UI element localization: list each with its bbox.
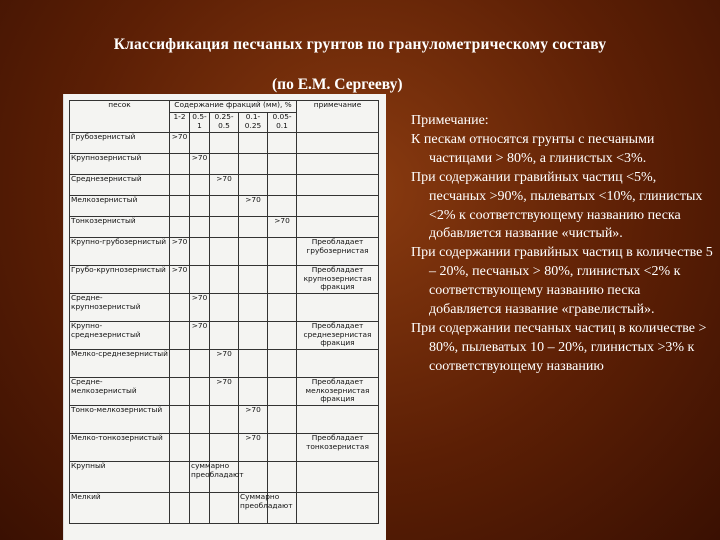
table-row [70, 378, 379, 406]
sand-type-cell: Крупно-грубозернистый [70, 238, 170, 266]
fraction-value-cell [268, 378, 297, 406]
fraction-header: 0.25-0.5 [210, 113, 239, 133]
sand-type-cell: Тонкозернистый [70, 217, 170, 238]
fraction-value-cell: >70 [239, 406, 268, 434]
slide-subtitle: (по Е.М. Сергееву) [272, 76, 403, 93]
fraction-value-cell [210, 434, 239, 462]
note-cell: Преобладает мелкозернистая фракция [297, 378, 379, 406]
fraction-value-cell [170, 434, 190, 462]
fraction-value-cell: >70 [210, 378, 239, 406]
note-cell [297, 196, 379, 217]
fraction-value-cell: Суммарно преобладают [239, 493, 268, 524]
header-sand: песок [70, 101, 170, 133]
fraction-value-cell: >70 [239, 434, 268, 462]
table-row [70, 175, 379, 196]
sand-type-cell: Среднезернистый [70, 175, 170, 196]
note-paragraph: При содержании гравийных частиц <5%, песчаных >90%, пылеватых <10%, глинистых <2% к соответствующему названию песка добавляется название «чистый». [411, 169, 703, 242]
table-row [70, 350, 379, 378]
fraction-value-cell: суммарно преобладают [190, 462, 210, 493]
table-row [70, 154, 379, 175]
fraction-value-cell [210, 322, 239, 350]
fraction-value-cell [239, 238, 268, 266]
fraction-value-cell [210, 294, 239, 322]
fraction-value-cell [210, 266, 239, 294]
note-paragraph: При содержании гравийных частиц в количестве 5 – 20%, песчаных > 80%, глинистых <2% к соответствующему названию песка добавляется название «гравелистый». [411, 245, 713, 318]
table-row [70, 322, 379, 350]
fraction-value-cell [239, 133, 268, 154]
note-block [411, 112, 716, 377]
fraction-value-cell: >70 [268, 217, 297, 238]
fraction-header: 0.1-0.25 [239, 113, 268, 133]
classification-table-scan [63, 94, 386, 540]
fraction-value-cell [190, 378, 210, 406]
note-cell [297, 217, 379, 238]
table-row [70, 238, 379, 266]
note-cell [297, 154, 379, 175]
fraction-value-cell [170, 217, 190, 238]
fraction-value-cell [190, 196, 210, 217]
fraction-value-cell [268, 434, 297, 462]
note-cell: Преобладает тонкозернистая [297, 434, 379, 462]
fraction-value-cell [239, 154, 268, 175]
fraction-value-cell [210, 154, 239, 175]
fraction-value-cell [170, 175, 190, 196]
fraction-value-cell [210, 217, 239, 238]
fraction-value-cell: >70 [170, 133, 190, 154]
fraction-value-cell [239, 175, 268, 196]
fraction-value-cell [239, 350, 268, 378]
header-fraction-content: Содержание фракций (мм), % [170, 101, 297, 113]
table-row [70, 133, 379, 154]
fraction-value-cell [170, 322, 190, 350]
table-row [70, 434, 379, 462]
fraction-value-cell: >70 [190, 154, 210, 175]
table-row [70, 294, 379, 322]
fraction-value-cell [239, 294, 268, 322]
table-row [70, 217, 379, 238]
fraction-value-cell: >70 [210, 175, 239, 196]
fraction-value-cell: >70 [239, 196, 268, 217]
sand-type-cell: Средне-мелкозернистый [70, 378, 170, 406]
note-paragraph: При содержании песчаных частиц в количестве > 80%, пылеватых 10 – 20%, глинистых >3% к соответствующему названию [411, 320, 707, 374]
fraction-value-cell [190, 238, 210, 266]
fraction-value-cell: >70 [190, 322, 210, 350]
fraction-value-cell [170, 350, 190, 378]
sand-type-cell: Крупно-среднезернистый [70, 322, 170, 350]
fraction-value-cell [170, 493, 190, 524]
note-paragraph: К пескам относятся грунты с песчаными частицами > 80%, а глинистых <3%. [411, 131, 655, 166]
sand-type-cell: Грубозернистый [70, 133, 170, 154]
note-cell [297, 175, 379, 196]
note-cell [297, 462, 379, 493]
table-row [70, 196, 379, 217]
fraction-value-cell [268, 175, 297, 196]
fraction-value-cell [170, 378, 190, 406]
fraction-value-cell [268, 462, 297, 493]
fraction-value-cell [190, 175, 210, 196]
fraction-value-cell [210, 133, 239, 154]
note-cell [297, 350, 379, 378]
fraction-header: 0.5-1 [190, 113, 210, 133]
fraction-value-cell [170, 196, 190, 217]
note-cell [297, 406, 379, 434]
fraction-value-cell [268, 350, 297, 378]
note-cell [297, 133, 379, 154]
table-row [70, 462, 379, 493]
table-row [70, 406, 379, 434]
fraction-value-cell [268, 322, 297, 350]
fraction-value-cell [210, 196, 239, 217]
fraction-value-cell: >70 [170, 238, 190, 266]
fraction-value-cell [170, 462, 190, 493]
fraction-value-cell [268, 154, 297, 175]
fraction-value-cell [268, 294, 297, 322]
fraction-value-cell [210, 406, 239, 434]
fraction-value-cell [268, 238, 297, 266]
sand-type-cell: Крупнозернистый [70, 154, 170, 175]
table-row [70, 493, 379, 524]
fraction-value-cell: >70 [210, 350, 239, 378]
fraction-value-cell [190, 133, 210, 154]
fraction-value-cell [170, 406, 190, 434]
fraction-value-cell [190, 406, 210, 434]
fraction-value-cell [268, 266, 297, 294]
fraction-value-cell [268, 133, 297, 154]
fraction-value-cell [239, 266, 268, 294]
fraction-value-cell [268, 196, 297, 217]
fraction-header: 1-2 [170, 113, 190, 133]
fraction-value-cell [268, 406, 297, 434]
sand-type-cell: Средне-крупнозернистый [70, 294, 170, 322]
fraction-header: 0.05-0.1 [268, 113, 297, 133]
fraction-value-cell: >70 [190, 294, 210, 322]
sand-type-cell: Грубо-крупнозернистый [70, 266, 170, 294]
fraction-value-cell [239, 322, 268, 350]
note-cell [297, 294, 379, 322]
fraction-value-cell: >70 [170, 266, 190, 294]
sand-type-cell: Мелкозернистый [70, 196, 170, 217]
fraction-value-cell [190, 434, 210, 462]
table-row [70, 266, 379, 294]
note-cell: Преобладает грубозернистая [297, 238, 379, 266]
note-heading: Примечание: [411, 113, 489, 128]
sand-classification-table [69, 100, 379, 524]
sand-type-cell: Мелкий [70, 493, 170, 524]
header-note: примечание [297, 101, 379, 133]
slide-title: Классификация песчаных грунтов по гранулометрическому составу [113, 36, 607, 53]
note-cell [297, 493, 379, 524]
fraction-value-cell [239, 217, 268, 238]
fraction-value-cell [210, 493, 239, 524]
fraction-value-cell [190, 350, 210, 378]
fraction-value-cell [190, 217, 210, 238]
fraction-value-cell [210, 238, 239, 266]
sand-type-cell: Крупный [70, 462, 170, 493]
fraction-value-cell [190, 266, 210, 294]
note-cell: Преобладает среднезернистая фракция [297, 322, 379, 350]
fraction-value-cell [170, 294, 190, 322]
sand-type-cell: Тонко-мелкозернистый [70, 406, 170, 434]
sand-type-cell: Мелко-среднезернистый [70, 350, 170, 378]
sand-type-cell: Мелко-тонкозернистый [70, 434, 170, 462]
fraction-value-cell [239, 378, 268, 406]
fraction-value-cell [170, 154, 190, 175]
note-cell: Преобладает крупнозернистая фракция [297, 266, 379, 294]
fraction-value-cell [190, 493, 210, 524]
